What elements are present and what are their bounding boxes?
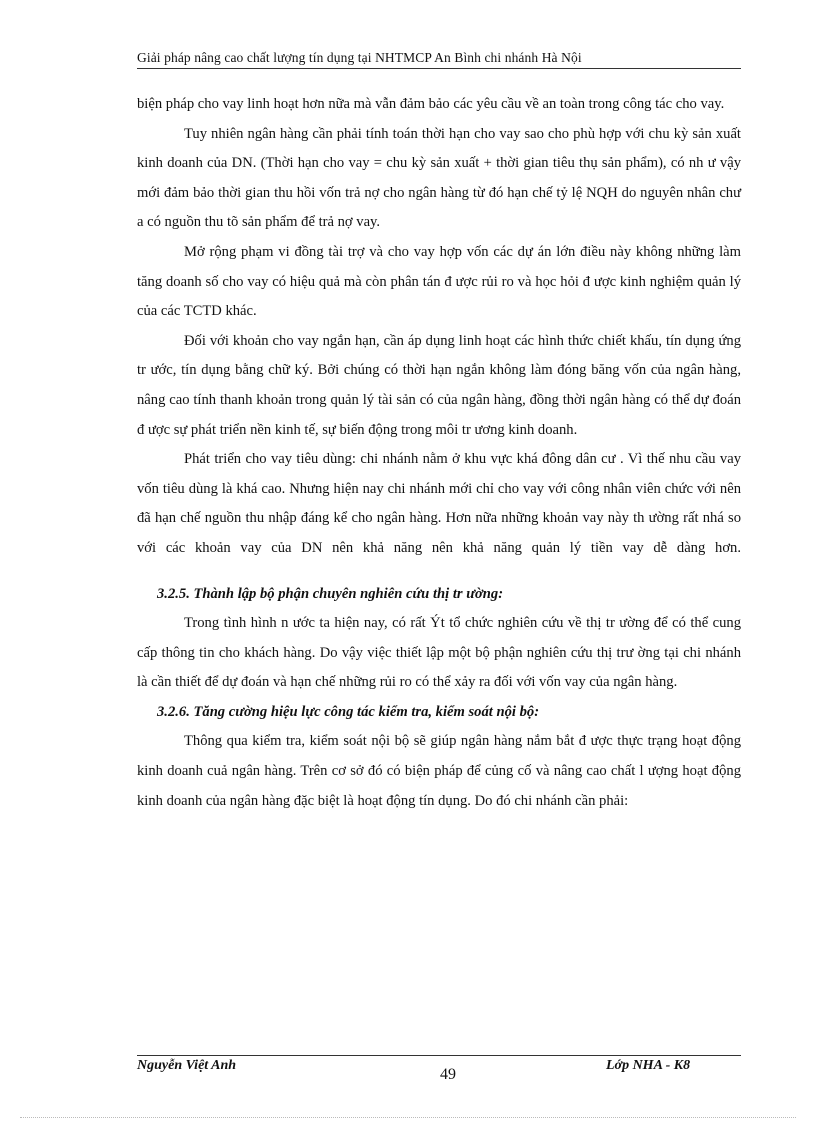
page-number: 49 — [440, 1066, 456, 1083]
page-body — [137, 90, 741, 816]
paragraph-syndicated-lending: Mở rộng phạm vi đồng tài trợ và cho vay hợp vốn các dự án lớn điều này không những làm tăng doanh số cho vay có hiệu quả mà còn phân tán đ ược rủi ro và học hỏi đ ược kinh nghiệm quản lý của các TCTD khác. — [137, 243, 741, 320]
header-divider — [137, 68, 741, 69]
paragraph-short-term-loans: Đối với khoản cho vay ngắn hạn, cần áp dụng linh hoạt các hình thức chiết khấu, tín dụng ứng tr ước, tín dụng bằng chữ ký. Bởi chúng có thời hạn ngắn không làm đóng băng vốn của ngân hàng, nâng cao tính thanh khoản trong quản lý tài sản có của ngân hàng, đồng thời ngân hàng có thể dự đoán đ ược sự phát triển nền kinh tế, sự biến động trong môi tr ương kinh doanh. — [137, 332, 741, 438]
footer-class: Lớp NHA - K8 — [606, 1058, 691, 1073]
paragraph-market-research: Trong tình hình n ước ta hiện nay, có rất Ýt tổ chức nghiên cứu về thị tr ường để có thể cung cấp thông tin cho khách hàng. Do vậy việc thiết lập một bộ phận nghiên cứu thị trư ờng tại chi nhánh là cần thiết để dự đoán và hạn chế những rủi ro có thể xảy ra đối với vốn vay của ngân hàng. — [137, 615, 741, 691]
footer-author: Nguyễn Việt Anh — [137, 1058, 237, 1073]
section-heading-3-2-6: 3.2.6. Tăng cường hiệu lực công tác kiểm tra, kiểm soát nội bộ: — [157, 703, 540, 720]
running-header: Giải pháp nâng cao chất lượng tín dụng tại NHTMCP An Bình chi nhánh Hà Nội — [137, 50, 582, 65]
page-edge-dotted-line — [20, 1117, 796, 1118]
paragraph-consumer-lending: Phát triển cho vay tiêu dùng: chi nhánh nằm ở khu vực khá đông dân cư . Vì thế nhu cầu vay vốn tiêu dùng là khá cao. Nhưng hiện nay chi nhánh mới chỉ cho vay với công nhân viên chức với nên đã hạn chế nguồn thu nhập đáng kể cho ngân hàng. Hơn nữa những khoản vay này th ường rất nhá so với các khoản vay của DN nên khả năng nên khả năng quản lý tiền vay dễ dàng hơn. — [137, 451, 741, 556]
paragraph-loan-term: Tuy nhiên ngân hàng cần phải tính toán thời hạn cho vay sao cho phù hợp với chu kỳ sản xuất kinh doanh của DN. (Thời hạn cho vay = chu kỳ sản xuất + thời gian tiêu thụ sản phẩm), có nh ư vậy mới đảm bảo thời gian thu hồi vốn trả nợ cho ngân hàng từ đó hạn chế tỷ lệ NQH do nguyên nhân chư a có nguồn thu tõ sản phẩm để trả nợ vay. — [137, 125, 741, 231]
section-heading-3-2-5: 3.2.5. Thành lập bộ phận chuyên nghiên cứu thị tr ường: — [157, 585, 504, 602]
footer-divider — [137, 1055, 741, 1056]
paragraph-continuation: biện pháp cho vay linh hoạt hơn nữa mà vẫn đảm bảo các yêu cầu về an toàn trong công tác cho vay. — [137, 96, 725, 112]
paragraph-internal-control: Thông qua kiểm tra, kiểm soát nội bộ sẽ giúp ngân hàng nắm bắt đ ược thực trạng hoạt động kinh doanh cuả ngân hàng. Trên cơ sở đó có biện pháp để củng cố và nâng cao chất l ượng hoạt động kinh doanh của ngân hàng đặc biệt là hoạt động tín dụng. Do đó chi nhánh cần phải: — [137, 733, 741, 809]
